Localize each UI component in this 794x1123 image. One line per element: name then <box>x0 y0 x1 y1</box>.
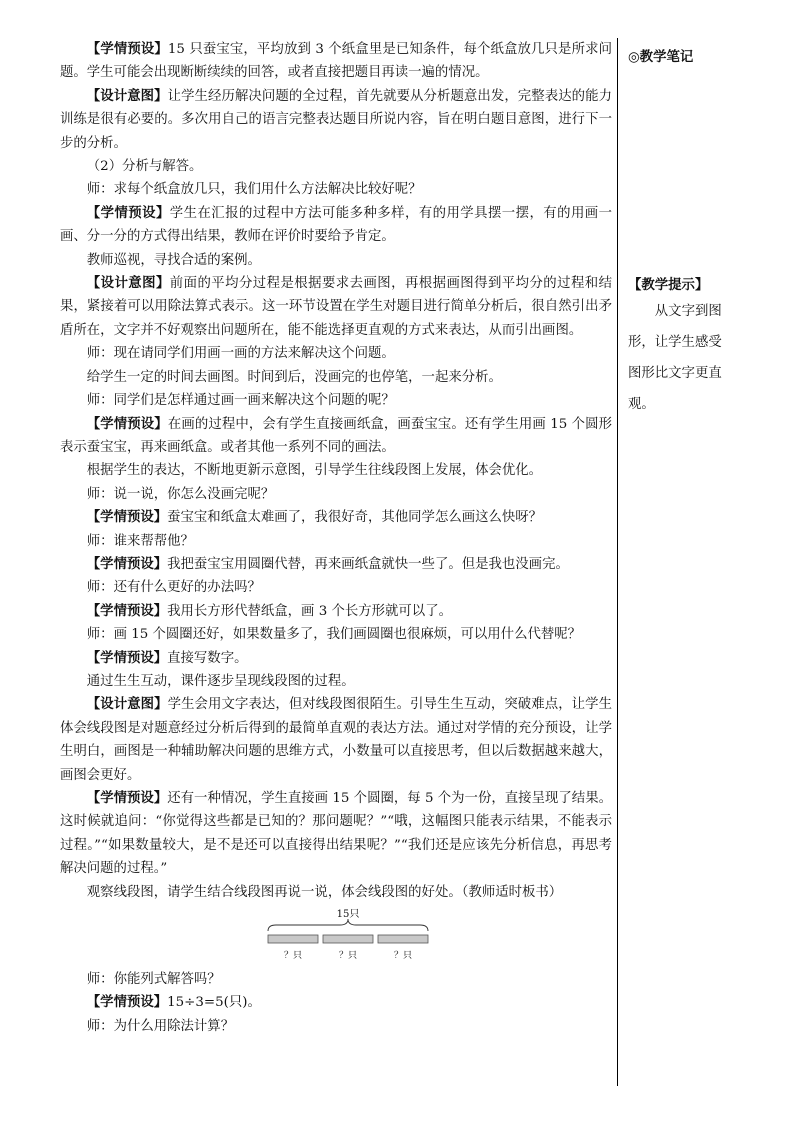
paragraph <box>60 600 612 623</box>
paragraph-text: 学生会用文字表达，但对线段图很陌生。引导生生互动，突破难点，让学生体会线段图是对题意经过分析后得到的最简单直观的表达方法。通过对学情的充分预设，让学生明白，画图是一种辅助解决问题的思维方式，小数量可以直接思考，但以后数据越来越大，画图会更好。 <box>60 697 612 783</box>
diagram-segment <box>323 935 373 943</box>
paragraph-text: 让学生经历解决问题的全过程，首先就要从分析题意出发，完整表达的能力训练是很有必要的。多次用自己的语言完整表达题目所说内容，旨在明白题目意图，进行下一步的分析。 <box>60 88 612 151</box>
tips-line: 从文字到图 <box>654 304 722 319</box>
paragraph-text: 教师巡视，寻找合适的案例。 <box>86 252 261 268</box>
paragraph-text: 给学生一定的时间去画图。时间到后，没画完的也停笔，一起来分析。 <box>86 369 502 385</box>
paragraph <box>60 389 612 412</box>
paragraph <box>60 342 612 365</box>
paragraph-text: 师：画 15 个圆圈还好，如果数量多了，我们画圆圈也很麻烦，可以用什么代替呢？ <box>86 627 582 643</box>
main-content <box>60 38 612 1038</box>
paragraph <box>60 530 612 553</box>
paragraph-tag: 【学情预设】 <box>86 509 168 526</box>
diagram-segment <box>378 935 428 943</box>
paragraph-tag: 【设计意图】 <box>86 87 168 104</box>
paragraph-text: 学生在汇报的过程中方法可能多种多样，有的用学具摆一摆，有的用画一画、分一分的方式得出结果，教师在评价时要给予肯定。 <box>60 205 613 245</box>
paragraphs-after-diagram <box>60 968 612 1038</box>
paragraph <box>60 553 612 576</box>
paragraph-tag: 【学情预设】 <box>86 602 168 619</box>
paragraph-text: 15 只蚕宝宝，平均放到 3 个纸盒里是已知条件，每个纸盒放几只是所求问题。学生可能会出现断断续续的回答，或者直接把题目再读一遍的情况。 <box>60 42 613 81</box>
paragraph-text: 我把蚕宝宝用圆圈代替，再来画纸盒就快一些了。但是我也没画完。 <box>167 556 569 572</box>
paragraph-tag: 【学情预设】 <box>86 41 168 57</box>
paragraph-text: 前面的平均分过程是根据要求去画图，再根据画图得到平均分的过程和结果，紧接着可以用除法算式表示。这一环节设置在学生对题目进行简单分析后，很自然引出矛盾所在，文字并不好观察出问题所在，能不能选择更直观的方式来表达，从而引出画图。 <box>60 276 613 338</box>
paragraph <box>60 991 612 1014</box>
diagram-segment <box>268 935 318 943</box>
paragraph-text: 师：为什么用除法计算？ <box>86 1018 235 1034</box>
teaching-notes-heading: ◎教学笔记 <box>628 49 694 65</box>
segment-diagram <box>266 906 446 964</box>
paragraph-text: （2）分析与解答。 <box>86 159 203 175</box>
paragraph-text: 直接写数字。 <box>167 650 248 666</box>
diagram-part-label: ？只 <box>338 951 358 962</box>
paragraph-text: 师：说一说，你怎么没画完呢？ <box>86 486 275 502</box>
diagram-part-label: ？只 <box>393 951 413 962</box>
paragraph-tag: 【学情预设】 <box>86 994 168 1011</box>
paragraph <box>60 670 612 693</box>
paragraph-tag: 【学情预设】 <box>86 415 168 432</box>
paragraph-text: 蚕宝宝和纸盒太难画了，我很好奇，其他同学怎么画这么快呀？ <box>167 510 543 526</box>
paragraph-tag: 【学情预设】 <box>86 555 168 572</box>
paragraph-text: 师：还有什么更好的办法吗？ <box>86 580 261 596</box>
teaching-tips-heading: 【教学提示】 <box>628 277 709 293</box>
paragraph-text: 师：谁来帮帮他？ <box>86 533 194 549</box>
paragraph <box>60 647 612 670</box>
diagram-total-label: 15只 <box>336 909 360 921</box>
paragraph-text: 师：求每个纸盒放几只，我们用什么方法解决比较好呢？ <box>86 182 422 198</box>
paragraph <box>60 272 612 342</box>
paragraphs-before-diagram <box>60 38 612 904</box>
diagram-brace <box>268 919 428 931</box>
paragraph <box>60 483 612 506</box>
paragraph-text: 我用长方形代替纸盒，画 3 个长方形就可以了。 <box>167 603 452 619</box>
paragraph <box>60 85 612 155</box>
paragraph-tag: 【学情预设】 <box>86 790 168 806</box>
paragraph-tag: 【学情预设】 <box>86 204 170 221</box>
diagram-part-label: ？只 <box>283 951 303 962</box>
paragraph <box>60 38 612 85</box>
paragraph-text: 还有一种情况，学生直接画 15 个圆圈，每 5 个为一份，直接呈现了结果。这时候就追问：“你觉得这些都是已知的？那问题呢？”“哦，这幅图只能表示结果，不能表示过程。”“如果数量较大，是不是还可以直接得出结果呢？”“我们还是应该先分析信息，再思考解决问题的过程。” <box>60 791 612 877</box>
paragraph-text: 师：同学们是怎样通过画一画来解决这个问题的呢？ <box>86 393 395 409</box>
paragraph <box>60 155 612 178</box>
paragraph-text: 通过生生互动，课件逐步呈现线段图的过程。 <box>86 673 355 689</box>
paragraph-text: 师：现在请同学们用画一画的方法来解决这个问题。 <box>86 346 395 362</box>
paragraph-tag: 【学情预设】 <box>86 649 168 666</box>
paragraph <box>60 459 612 482</box>
paragraph-tag: 【设计意图】 <box>86 275 170 292</box>
paragraph <box>60 623 612 646</box>
paragraph <box>60 366 612 389</box>
tips-line: 图形比文字更直 <box>628 366 722 381</box>
paragraph-text: 15÷3=5(只)。 <box>167 995 261 1011</box>
paragraph-text: 观察线段图，请学生结合线段图再说一说，体会线段图的好处。（教师适时板书） <box>86 884 563 900</box>
column-divider <box>617 38 618 1086</box>
paragraph-tag: 【设计意图】 <box>86 696 168 713</box>
teaching-tips-body <box>628 296 740 420</box>
tips-line: 观。 <box>628 397 655 412</box>
paragraph <box>60 968 612 991</box>
paragraph <box>60 787 612 881</box>
paragraph <box>60 178 612 201</box>
paragraph <box>60 506 612 529</box>
paragraph-text: 根据学生的表达，不断地更新示意图，引导学生往线段图上发展，体会优化。 <box>86 463 543 479</box>
paragraph <box>60 413 612 460</box>
paragraph <box>60 576 612 599</box>
paragraph <box>60 249 612 272</box>
paragraph <box>60 693 612 787</box>
paragraph <box>60 881 612 904</box>
paragraph <box>60 1015 612 1038</box>
tips-line: 形，让学生感受 <box>628 335 722 350</box>
paragraph <box>60 202 612 249</box>
paragraph-text: 师：你能列式解答吗？ <box>86 972 221 988</box>
paragraph-text: 在画的过程中，会有学生直接画纸盒，画蚕宝宝。还有学生用画 15 个圆形表示蚕宝宝，再来画纸盒。或者其他一系列不同的画法。 <box>60 416 612 455</box>
